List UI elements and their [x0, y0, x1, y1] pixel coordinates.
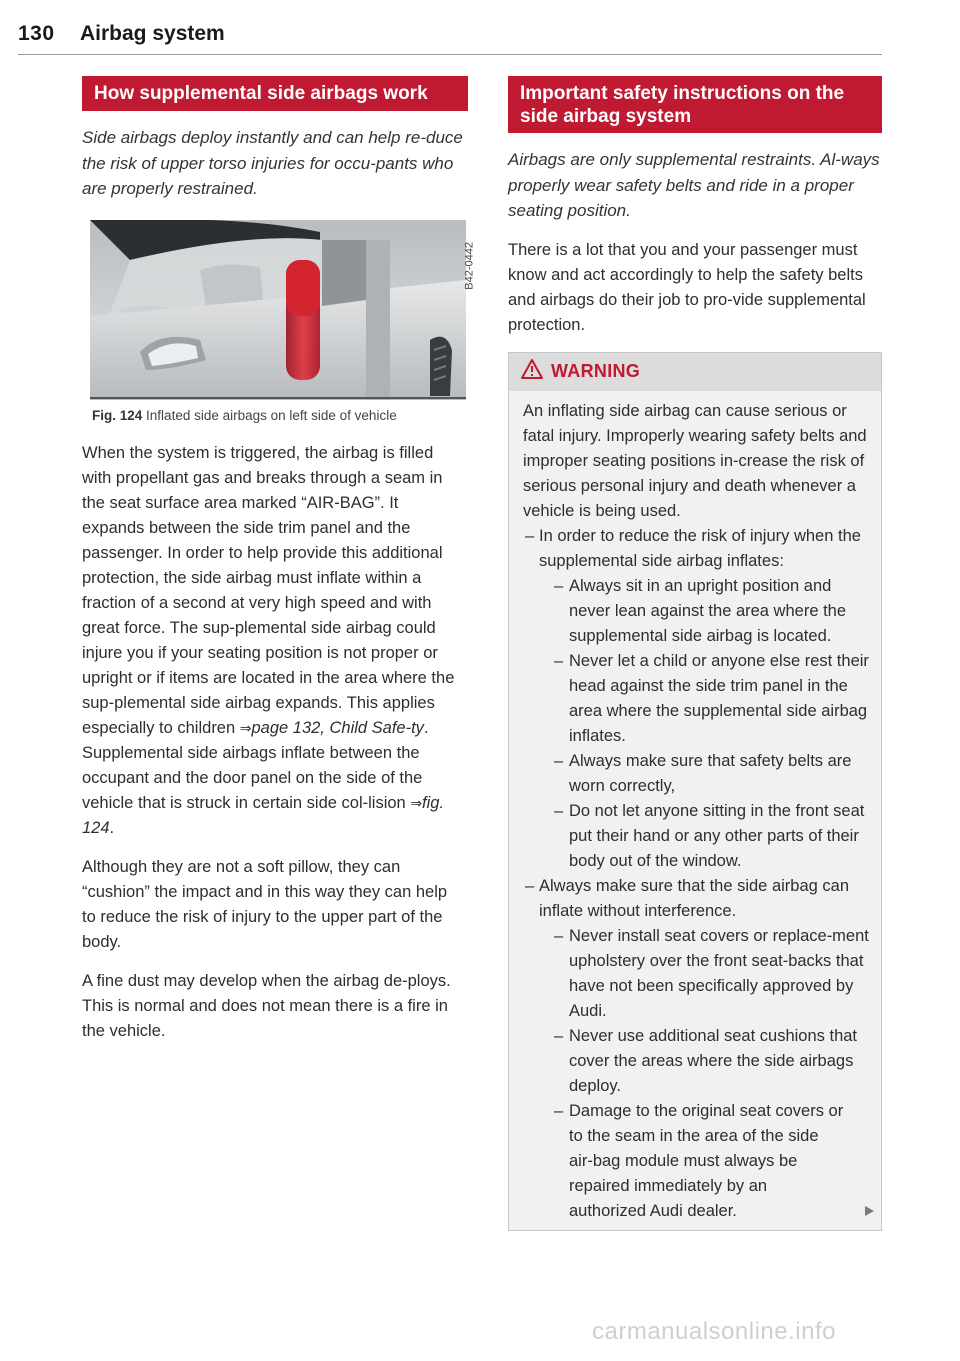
warning-box: [508, 352, 882, 1231]
warning-triangle-icon: [521, 359, 543, 384]
paragraph-text: . Supplemental side airbags inflate between the occupant and the door panel on the side of the vehicle that is struck in certain side col-lision: [82, 718, 429, 812]
list-item: – Do not let anyone sitting in the front seat put their hand or any other parts of their body out of the window.: [554, 801, 865, 870]
paragraph-text: .: [109, 818, 115, 837]
warning-header: [509, 353, 881, 391]
list-item: – Never use additional seat cushions that cover the areas where the side airbags deploy.: [554, 1026, 858, 1095]
section-title: Airbag system: [80, 22, 225, 45]
left-paragraph-2: Although they are not a soft pillow, they can “cushion” the impact and in this way they can help to reduce the risk of injury to the upper part of the body.: [82, 857, 448, 951]
section-heading-safety-instructions: Important safety instructions on the side airbag system: [508, 76, 882, 133]
section-heading-side-airbags: How supplemental side airbags work: [82, 76, 468, 111]
page-header: [18, 20, 882, 55]
warning-body: [509, 391, 881, 1224]
figure-caption-text: Inflated side airbags on left side of vehicle: [146, 407, 397, 423]
watermark: carmanualsonline.info: [592, 1318, 836, 1345]
figure-side-airbag: [90, 220, 476, 400]
link-arrow-icon: ⇒: [239, 719, 252, 736]
list-item: – In order to reduce the risk of injury when the supplemental side airbag inflates:: [525, 526, 861, 570]
continue-arrow-icon: [863, 1204, 875, 1222]
list-item: – Damage to the original seat covers or to the seam in the area of the side air-bag module must always be repaired immediately by an authorized Audi dealer.: [554, 1101, 844, 1220]
list-item: – Never install seat covers or replace-ment upholstery over the front seat-backs that have not been specifically approved by Audi.: [554, 926, 869, 1020]
right-column: [508, 76, 882, 1231]
page-number: 130: [18, 22, 55, 45]
figure-caption: [92, 408, 468, 423]
paragraph-text: When the system is triggered, the airbag is filled with propellant gas and breaks through a seam in the seat surface area marked “AIR-BAG”. It expands between the side trim panel and the passenger. In order to help provide this additional protection, the side airbag must inflate within a fraction of a second at very high speed and with great force. The sup-plemental side airbag could injure you if your seating position is not proper or upright or if items are located in the area where the sup-plemental side airbag expands. This applies especially to children: [82, 443, 455, 737]
page-reference-link[interactable]: page 132, Child Safe-ty: [251, 718, 424, 737]
left-column: [82, 76, 476, 1044]
right-intro: Airbags are only supplemental restraints. Al-ways properly wear safety belts and ride in a proper seating position.: [508, 150, 880, 221]
left-paragraph-1: [82, 441, 458, 841]
warning-title: WARNING: [551, 361, 641, 382]
figure-code: B42-0442: [464, 241, 476, 290]
right-paragraph-1: There is a lot that you and your passenger must know and act accordingly to help the safety belts and airbags do their job to pro-vide supplemental protection.: [508, 240, 866, 334]
left-paragraph-3: A fine dust may develop when the airbag de-ploys. This is normal and does not mean there is a fire in the vehicle.: [82, 971, 451, 1040]
side-airbag-illustration: [90, 220, 466, 400]
link-arrow-icon: ⇒: [410, 794, 423, 811]
figure-label: Fig. 124: [92, 407, 143, 423]
list-item: – Always sit in an upright position and never lean against the area where the supplemental side airbag is located.: [554, 576, 847, 645]
list-item: – Never let a child or anyone else rest their head against the side trim panel in the area where the supplemental side airbag inflates.: [554, 651, 869, 745]
list-item: – Always make sure that safety belts are worn correctly,: [554, 751, 852, 795]
figure-reference-link[interactable]: fig. 124: [82, 793, 445, 837]
warning-text: An inflating side airbag can cause serious or fatal injury. Improperly wearing safety belts and improper seating positions in-crease the risk of serious personal injury and death whenever a vehicle is being used.: [523, 401, 867, 520]
left-intro: Side airbags deploy instantly and can help re-duce the risk of upper torso injuries for occu-pants who are properly restrained.: [82, 128, 463, 199]
list-item: – Always make sure that the side airbag can inflate without interference.: [525, 876, 849, 920]
